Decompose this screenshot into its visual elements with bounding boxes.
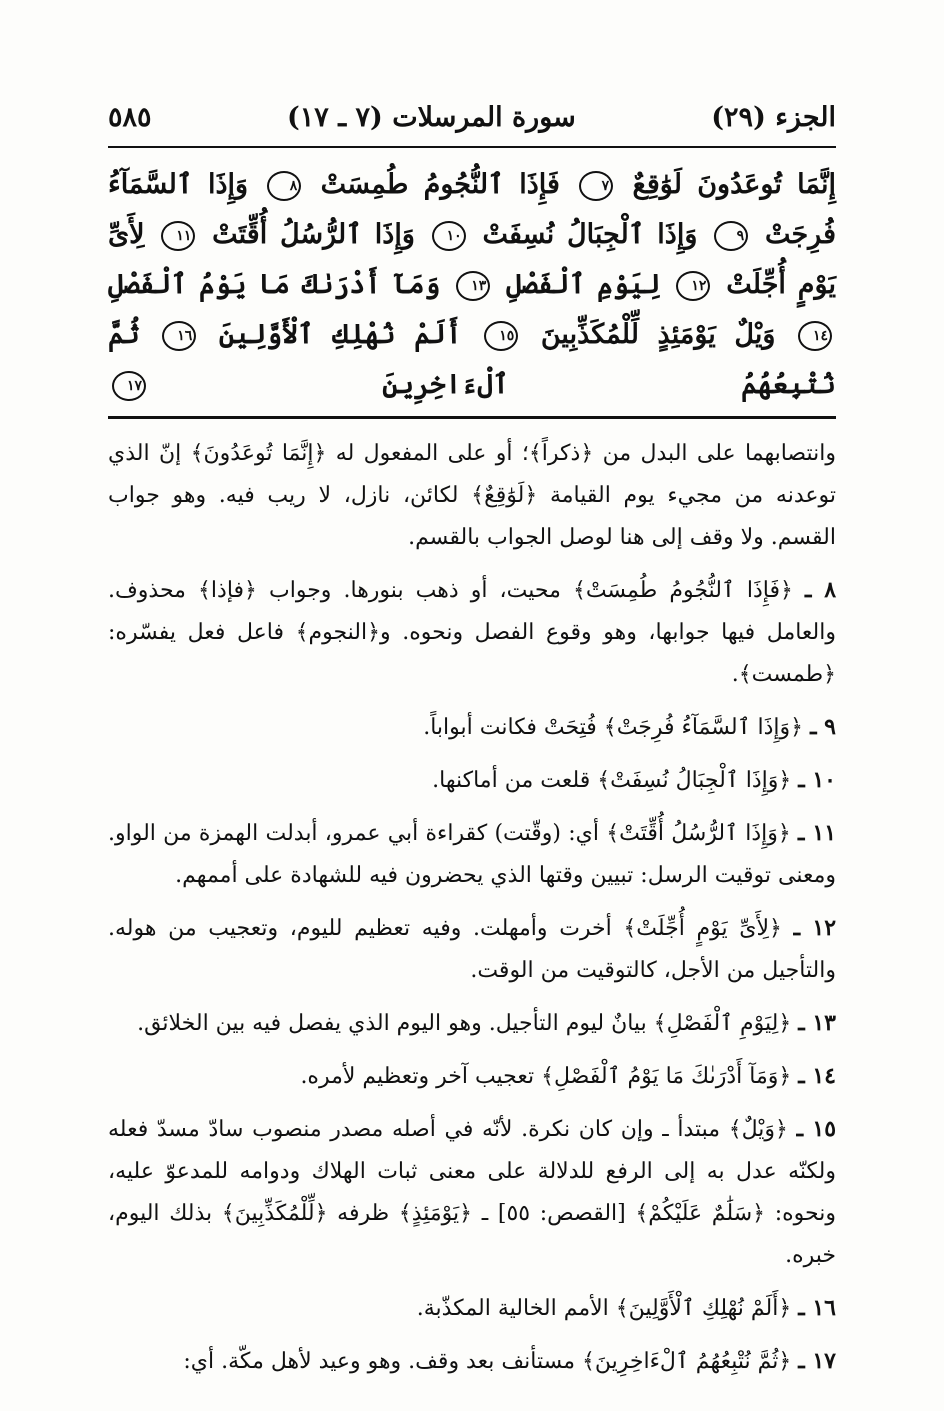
commentary-text: ﴿وَإِذَا ٱلْجِبَالُ نُسِفَتْ﴾ قلعت من أماكنها. (432, 768, 792, 793)
verse-text: لِيَوْمِ ٱلْفَصْلِ (506, 269, 661, 300)
verse-reference-number: ٩ ـ (810, 714, 836, 740)
verse-text: ثُمَّ نُتْبِعُهُمُ ٱلْءَاخِرِينَ (108, 319, 837, 400)
commentary-text: وانتصابهما على البدل من ﴿ذكراً﴾؛ أو على المفعول له ﴿إِنَّمَا تُوعَدُونَ﴾ إنّ الذي توعدنه من مجيء يوم القيامة ﴿لَوَٰقِعٌ﴾ لكائن، نازل، لا ريب فيه. وهو جواب القسم. ولا وقف إلى هنا لوصل الجواب بالقسم. (108, 441, 836, 550)
commentary-text: ﴿وَإِذَا ٱلرُّسُلُ أُقِّتَتْ﴾ أي: (وقّتت) كقراءة أبي عمرو، أبدلت الهمزة من الواو. ومعنى توقيت الرسل: تبيين وقتها الذي يحضرون فيه للشهادة على أممهم. (108, 821, 836, 888)
surah-title: سورة المرسلات (٧ ـ ١٧) (287, 102, 576, 133)
verse-number-marker: ٩ (714, 221, 748, 251)
verse-reference-number: ١٧ ـ (798, 1348, 836, 1374)
commentary-text: ﴿لِأَىِّ يَوْمٍ أُجِّلَتْ﴾ أخرت وأمهلت. وفيه تعظيم لليوم، وتعجيب من هوله. والتأجيل من الأجل، كالتوقيت من الوقت. (108, 916, 836, 983)
verse-text: وَإِذَا ٱلرُّسُلُ أُقِّتَتْ (212, 219, 415, 250)
verse-text: وَإِذَا ٱلْجِبَالُ نُسِفَتْ (482, 219, 698, 250)
verse-number-marker: ١٤ (798, 321, 832, 351)
juz-label: الجزء (٢٩) (711, 102, 836, 133)
commentary-paragraph (108, 1002, 836, 1045)
verse-number-marker: ١٦ (162, 321, 196, 351)
tafsir-commentary (108, 419, 836, 1383)
verse-number-marker: ١٧ (112, 371, 146, 401)
commentary-paragraph (108, 433, 836, 559)
commentary-paragraph (108, 759, 836, 802)
verse-number-marker: ١١ (161, 221, 195, 251)
verse-reference-number: ١٥ ـ (796, 1116, 837, 1142)
verse-reference-number: ١٣ ـ (798, 1010, 836, 1036)
commentary-paragraph (108, 1055, 836, 1098)
verse-text: وَمَآ أَدْرَىٰكَ مَا يَوْمُ ٱلْفَصْلِ (108, 269, 441, 300)
verse-number-marker: ١٥ (484, 321, 518, 351)
verse-text: إِنَّمَا تُوعَدُونَ لَوَٰقِعٌ (632, 169, 836, 200)
commentary-text: ﴿أَلَمْ نُهْلِكِ ٱلْأَوَّلِينَ﴾ الأمم الخالية المكذّبة. (416, 1296, 792, 1321)
commentary-text: ﴿وَإِذَا ٱلسَّمَآءُ فُرِجَتْ﴾ فُتِحَتْ فكانت أبواباً. (423, 715, 804, 740)
commentary-text: ﴿ثُمَّ نُتْبِعُهُمُ ٱلْءَاخِرِينَ﴾ مستأنف بعد وقف. وهو وعيد لأهل مكّة. أي: (183, 1349, 792, 1374)
commentary-text: ﴿وَيْلٌ﴾ مبتدأ ـ وإن كان نكرة. لأنّه في أصله مصدر منصوب سادّ مسدّ فعله ولكنّه عدل به إلى الرفع للدلالة على معنى ثبات الهلاك ودوامه للمدعوّ عليه، ونحوه: ﴿سَلَٰمٌ عَلَيْكُمْ﴾ [القصص: ٥٥] ـ ﴿يَوْمَئِذٍ﴾ ظرفه ﴿لِّلْمُكَذِّبِينَ﴾ بذلك اليوم، خبره. (108, 1117, 836, 1268)
quran-verses-block (108, 148, 836, 416)
commentary-paragraph (108, 907, 836, 992)
page-header (108, 100, 836, 148)
commentary-paragraph (108, 569, 836, 696)
verse-text: وَإِذَا ٱلسَّمَآءُ فُرِجَتْ (108, 169, 836, 250)
verse-text: وَيْلٌ يَوْمَئِذٍ لِّلْمُكَذِّبِينَ (540, 319, 776, 350)
commentary-paragraph (108, 812, 836, 897)
verse-reference-number: ١٠ ـ (798, 767, 836, 793)
page-number: ٥٨٥ (108, 102, 152, 133)
verse-reference-number: ٨ ـ (804, 577, 837, 603)
commentary-paragraph (108, 1287, 836, 1330)
verse-reference-number: ١٦ ـ (798, 1295, 836, 1321)
commentary-paragraph (108, 1108, 836, 1277)
commentary-paragraph (108, 706, 836, 749)
verse-reference-number: ١٤ ـ (798, 1063, 836, 1089)
commentary-text: ﴿فَإِذَا ٱلنُّجُومُ طُمِسَتْ﴾ محيت، أو ذهب بنورها. وجواب ﴿فإذا﴾ محذوف. والعامل فيها جوابها، وهو وقوع الفصل ونحوه. و﴿النجوم﴾ فاعل فعل يفسّره: ﴿طمست﴾. (108, 578, 836, 687)
verse-reference-number: ١١ ـ (798, 820, 837, 846)
verse-reference-number: ١٢ ـ (793, 915, 837, 941)
commentary-paragraph (108, 1340, 836, 1383)
verse-number-marker: ١٠ (432, 221, 466, 251)
verse-number-marker: ١٢ (676, 271, 710, 301)
commentary-text: ﴿وَمَآ أَدْرَىٰكَ مَا يَوْمُ ٱلْفَصْلِ﴾ تعجيب آخر وتعظيم لأمره. (300, 1064, 792, 1089)
verse-text: أَلَمْ نُهْلِكِ ٱلْأَوَّلِينَ (218, 319, 462, 350)
verse-number-marker: ٧ (579, 171, 613, 201)
commentary-text: ﴿لِيَوْمِ ٱلْفَصْلِ﴾ بيانٌ ليوم التأجيل. وهو اليوم الذي يفصل فيه بين الخلائق. (137, 1011, 792, 1036)
verse-text: لِأَىِّ يَوْمٍ أُجِّلَتْ (108, 219, 836, 300)
verse-number-marker: ٨ (267, 171, 301, 201)
verse-number-marker: ١٣ (456, 271, 490, 301)
verse-text: فَإِذَا ٱلنُّجُومُ طُمِسَتْ (320, 169, 560, 200)
